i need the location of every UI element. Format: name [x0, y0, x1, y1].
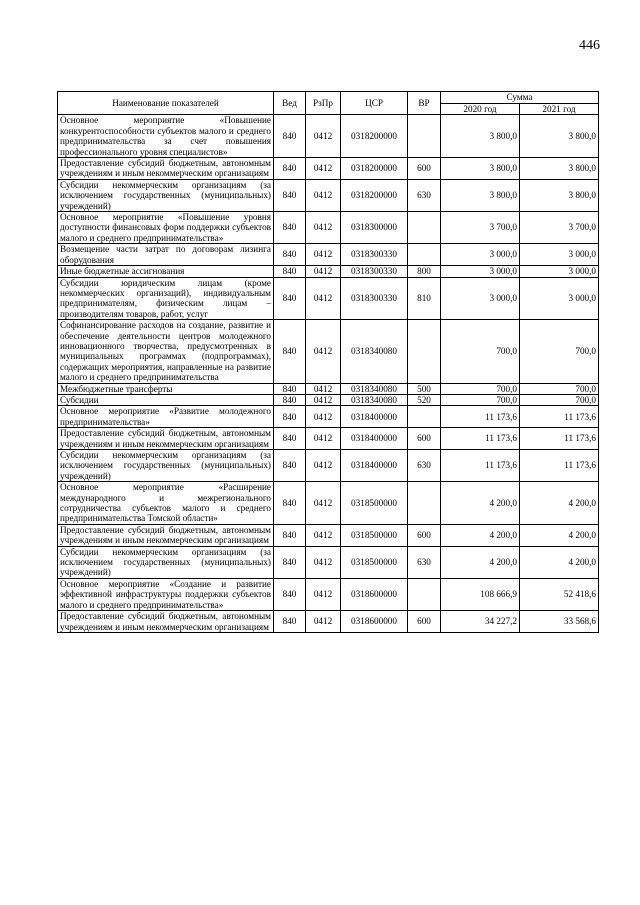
- row-vr: [408, 482, 441, 525]
- row-ved: 840: [274, 578, 306, 610]
- row-ved: 840: [274, 383, 306, 394]
- row-name: Субсидии юридическим лицам (кроме некоммерческих организаций), индивидуальным предпринимателям, физическим лицам – производителям товаров, работ, услуг: [58, 277, 274, 320]
- row-name: Межбюджетные трансферты: [58, 383, 274, 394]
- row-vr: 600: [408, 428, 441, 450]
- row-csr: 0318400000: [341, 428, 408, 450]
- row-sum-2021: 700,0: [520, 394, 599, 405]
- row-name: Основное мероприятие «Повышение уровня доступности финансовых форм поддержки субъектов малого и среднего предпринимательства»: [58, 212, 274, 244]
- row-sum-2021: 4 200,0: [520, 546, 599, 578]
- row-sum-2021: 3 000,0: [520, 266, 599, 277]
- row-vr: [408, 320, 441, 383]
- row-rzpr: 0412: [306, 383, 341, 394]
- row-csr: 0318200000: [341, 179, 408, 211]
- header-csr: ЦСР: [341, 92, 408, 115]
- row-rzpr: 0412: [306, 179, 341, 211]
- row-sum-2020: 700,0: [441, 394, 520, 405]
- row-sum-2021: 3 700,0: [520, 212, 599, 244]
- row-ved: 840: [274, 179, 306, 211]
- table-row: [58, 482, 599, 525]
- row-name: Основное мероприятие «Создание и развитие эффективной инфраструктуры поддержки субъектов малого и среднего предпринимательства»: [58, 578, 274, 610]
- row-csr: 0318300330: [341, 244, 408, 266]
- row-vr: 630: [408, 546, 441, 578]
- row-csr: 0318600000: [341, 578, 408, 610]
- row-rzpr: 0412: [306, 524, 341, 546]
- row-rzpr: 0412: [306, 266, 341, 277]
- row-sum-2020: 4 200,0: [441, 546, 520, 578]
- row-csr: 0318200000: [341, 115, 408, 158]
- row-rzpr: 0412: [306, 546, 341, 578]
- row-name: Предоставление субсидий бюджетным, автономным учреждениям и иным некоммерческим организациям: [58, 158, 274, 180]
- table-body: [58, 115, 599, 633]
- row-name: Предоставление субсидий бюджетным, автономным учреждениям и иным некоммерческим организациям: [58, 611, 274, 633]
- row-sum-2021: 700,0: [520, 320, 599, 383]
- row-csr: 0318400000: [341, 406, 408, 428]
- row-rzpr: 0412: [306, 428, 341, 450]
- row-sum-2020: 4 200,0: [441, 482, 520, 525]
- row-vr: [408, 578, 441, 610]
- row-csr: 0318340080: [341, 320, 408, 383]
- row-rzpr: 0412: [306, 158, 341, 180]
- row-rzpr: 0412: [306, 406, 341, 428]
- row-csr: 0318300330: [341, 266, 408, 277]
- row-ved: 840: [274, 158, 306, 180]
- row-ved: 840: [274, 482, 306, 525]
- table-row: [58, 450, 599, 482]
- row-vr: [408, 244, 441, 266]
- row-sum-2020: 3 700,0: [441, 212, 520, 244]
- table-row: [58, 406, 599, 428]
- row-ved: 840: [274, 394, 306, 405]
- row-vr: 810: [408, 277, 441, 320]
- table-row: [58, 546, 599, 578]
- table-row: [58, 394, 599, 405]
- row-sum-2020: 3 000,0: [441, 266, 520, 277]
- row-vr: [408, 212, 441, 244]
- row-vr: [408, 115, 441, 158]
- header-name: Наименование показателей: [58, 92, 274, 115]
- row-sum-2021: 3 800,0: [520, 115, 599, 158]
- table-row: [58, 115, 599, 158]
- row-rzpr: 0412: [306, 320, 341, 383]
- row-csr: 0318500000: [341, 524, 408, 546]
- row-csr: 0318340080: [341, 394, 408, 405]
- row-sum-2021: 4 200,0: [520, 482, 599, 525]
- row-name: Субсидии: [58, 394, 274, 405]
- table-row: [58, 244, 599, 266]
- row-ved: 840: [274, 115, 306, 158]
- row-sum-2021: 3 000,0: [520, 244, 599, 266]
- row-sum-2021: 11 173,6: [520, 428, 599, 450]
- row-sum-2020: 108 666,9: [441, 578, 520, 610]
- row-sum-2021: 3 000,0: [520, 277, 599, 320]
- row-name: Основное мероприятие «Расширение международного и межрегионального сотрудничества субъектов малого и среднего предпринимательства Томской области»: [58, 482, 274, 525]
- row-sum-2020: 3 800,0: [441, 158, 520, 180]
- row-name: Субсидии некоммерческим организациям (за исключением государственных (муниципальных) учреждений): [58, 546, 274, 578]
- budget-table: [57, 91, 599, 633]
- row-sum-2020: 11 173,6: [441, 428, 520, 450]
- row-name: Иные бюджетные ассигнования: [58, 266, 274, 277]
- row-name: Основное мероприятие «Повышение конкурентоспособности субъектов малого и среднего предпринимательства за счет повышения профессионального уровня специалистов»: [58, 115, 274, 158]
- row-vr: 800: [408, 266, 441, 277]
- row-name: Предоставление субсидий бюджетным, автономным учреждениям и иным некоммерческим организациям: [58, 428, 274, 450]
- row-vr: 600: [408, 158, 441, 180]
- row-ved: 840: [274, 266, 306, 277]
- row-name: Основное мероприятие «Развитие молодежного предпринимательства»: [58, 406, 274, 428]
- row-rzpr: 0412: [306, 450, 341, 482]
- row-ved: 840: [274, 320, 306, 383]
- row-rzpr: 0412: [306, 578, 341, 610]
- row-csr: 0318500000: [341, 482, 408, 525]
- row-sum-2020: 34 227,2: [441, 611, 520, 633]
- header-sum: Сумма: [441, 92, 599, 104]
- row-csr: 0318500000: [341, 546, 408, 578]
- row-name: Субсидии некоммерческим организациям (за исключением государственных (муниципальных) учреждений): [58, 179, 274, 211]
- row-sum-2020: 3 000,0: [441, 244, 520, 266]
- row-sum-2020: 11 173,6: [441, 406, 520, 428]
- table-row: [58, 383, 599, 394]
- row-rzpr: 0412: [306, 212, 341, 244]
- table-row: [58, 212, 599, 244]
- row-sum-2020: 700,0: [441, 320, 520, 383]
- row-vr: 500: [408, 383, 441, 394]
- row-sum-2020: 3 000,0: [441, 277, 520, 320]
- row-rzpr: 0412: [306, 115, 341, 158]
- row-vr: 600: [408, 524, 441, 546]
- header-ved: Вед: [274, 92, 306, 115]
- row-ved: 840: [274, 212, 306, 244]
- table-row: [58, 611, 599, 633]
- row-rzpr: 0412: [306, 394, 341, 405]
- row-ved: 840: [274, 406, 306, 428]
- row-csr: 0318300000: [341, 212, 408, 244]
- row-sum-2020: 3 800,0: [441, 115, 520, 158]
- row-rzpr: 0412: [306, 482, 341, 525]
- row-vr: [408, 406, 441, 428]
- row-sum-2021: 4 200,0: [520, 524, 599, 546]
- table-row: [58, 277, 599, 320]
- row-rzpr: 0412: [306, 244, 341, 266]
- table-row: [58, 158, 599, 180]
- row-ved: 840: [274, 244, 306, 266]
- row-vr: 630: [408, 450, 441, 482]
- row-name: Субсидии некоммерческим организациям (за исключением государственных (муниципальных) учреждений): [58, 450, 274, 482]
- header-rzpr: РзПр: [306, 92, 341, 115]
- table-row: [58, 320, 599, 383]
- row-csr: 0318200000: [341, 158, 408, 180]
- row-ved: 840: [274, 428, 306, 450]
- row-ved: 840: [274, 450, 306, 482]
- row-csr: 0318400000: [341, 450, 408, 482]
- table-row: [58, 266, 599, 277]
- page-number: 446: [579, 38, 600, 53]
- row-sum-2020: 11 173,6: [441, 450, 520, 482]
- row-sum-2021: 11 173,6: [520, 406, 599, 428]
- row-csr: 0318340080: [341, 383, 408, 394]
- header-year-2020: 2020 год: [441, 104, 520, 115]
- row-csr: 0318300330: [341, 277, 408, 320]
- row-sum-2020: 3 800,0: [441, 179, 520, 211]
- table-row: [58, 524, 599, 546]
- row-sum-2020: 700,0: [441, 383, 520, 394]
- row-ved: 840: [274, 524, 306, 546]
- header-year-2021: 2021 год: [520, 104, 599, 115]
- row-rzpr: 0412: [306, 611, 341, 633]
- row-sum-2021: 700,0: [520, 383, 599, 394]
- row-name: Софинансирование расходов на создание, развитие и обеспечение деятельности центров молодежного инновационного творчества, предусмотренных в муниципальных программах (подпрограммах), содержащих мероприятия, направленные на развитие малого и среднего предпринимательства: [58, 320, 274, 383]
- row-name: Предоставление субсидий бюджетным, автономным учреждениям и иным некоммерческим организациям: [58, 524, 274, 546]
- row-sum-2021: 3 800,0: [520, 179, 599, 211]
- table-row: [58, 179, 599, 211]
- row-rzpr: 0412: [306, 277, 341, 320]
- row-sum-2021: 33 568,6: [520, 611, 599, 633]
- row-vr: 630: [408, 179, 441, 211]
- row-vr: 520: [408, 394, 441, 405]
- row-ved: 840: [274, 546, 306, 578]
- row-csr: 0318600000: [341, 611, 408, 633]
- table-row: [58, 428, 599, 450]
- row-vr: 600: [408, 611, 441, 633]
- row-sum-2021: 11 173,6: [520, 450, 599, 482]
- table-row: [58, 578, 599, 610]
- header-vr: ВР: [408, 92, 441, 115]
- row-ved: 840: [274, 277, 306, 320]
- row-sum-2020: 4 200,0: [441, 524, 520, 546]
- row-ved: 840: [274, 611, 306, 633]
- row-name: Возмещение части затрат по договорам лизинга оборудования: [58, 244, 274, 266]
- row-sum-2021: 52 418,6: [520, 578, 599, 610]
- row-sum-2021: 3 800,0: [520, 158, 599, 180]
